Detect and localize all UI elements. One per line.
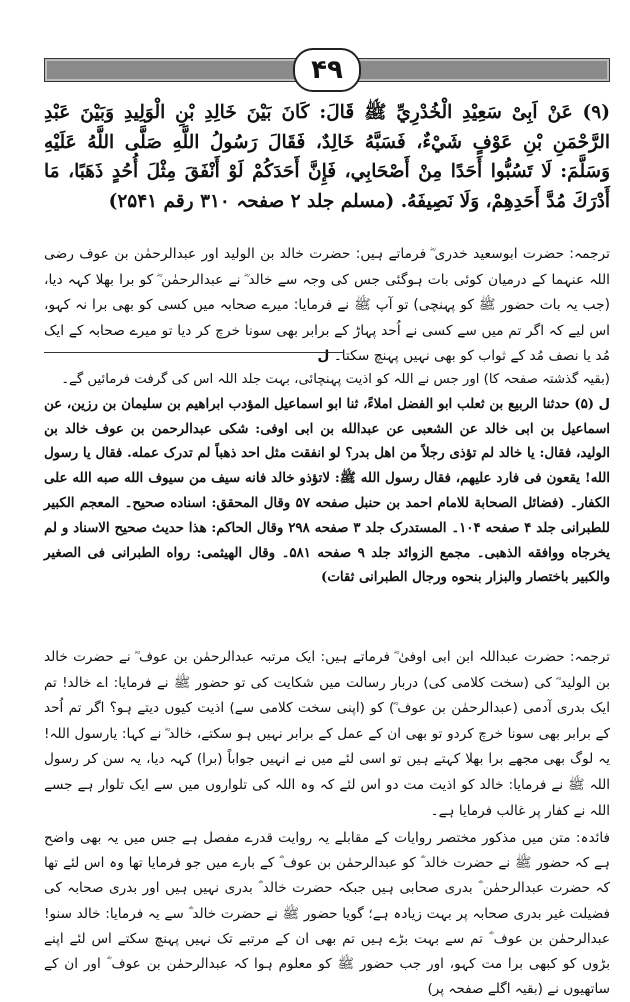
page-header bbox=[44, 52, 610, 86]
footnote-continuation: (بقیہ گذشتہ صفحہ کا) اور جس نے اللہ کو اذیت پہنچائی، بہت جلد اللہ اس کی گرفت فرمائیں گے۔ bbox=[61, 372, 610, 387]
hadith-translation-block bbox=[44, 242, 610, 370]
benefit-note: فائدہ: متن میں مذکور مختصر روایات کے مقابلے یہ روایت قدرے مفصل ہے جس میں یہ بھی واضح ہے کہ حضور ﷺ نے حضرت خالد ؓ کو عبدالرحمٰن بن عوف ؓ کے بارے میں جو فرمایا تھا وہ اس لئے تھا کہ حضرت عبدالرحمٰن ؓ بدری صحابی ہیں جبکہ حضرت خالد ؓ بدری نہیں ہیں اور بدری صحابہ کی فضیلت غیر بدری صحابہ پر بہت زیادہ ہے؛ گویا حضور ﷺ نے حضرت خالد ؓ سے یہ فرمایا: خالد سنو! عبدالرحمٰن بن عوف ؓ تم سے بہت بڑے ہیں تم بھی ان کے مرتبے تک نہیں پہنچ سکتے اس لئے اپنے بڑوں کو کبھی برا مت کہو، اور جب حضور ﷺ کو معلوم ہوا کہ عبدالرحمٰن بن عوف ؓ اور ان کے ساتھیوں نے (بقیہ اگلے صفحہ پر) bbox=[44, 830, 610, 998]
footnote-marker: ل bbox=[317, 348, 330, 364]
hadith-arabic-text: (۹) عَنْ اَبِیْ سَعِیْدِ الْخُدْرِيِّ ﷺ قَالَ: كَانَ بَيْنَ خَالِدِ بْنِ الْوَلِيدِ وَبَيْنَ عَبْدِ الرَّحْمَنِ بْنِ عَوْفٍ شَيْءٌ، فَسَبَّهُ خَالِدٌ، فَقَالَ رَسُولُ اللَّهِ صَلَّى اللَّهُ عَلَيْهِ وَسَلَّمَ: لَا تَسُبُّوا أَحَدًا مِنْ أَصْحَابِي، فَإِنَّ أَحَدَكُمْ لَوْ أَنْفَقَ مِثْلَ أُحُدٍ ذَهَبًا، مَا أَدْرَكَ مُدَّ أَحَدِهِمْ، وَلَا نَصِيفَهُ. (مسلم جلد ۲ صفحہ ۳۱۰ رقم ۲۵۴۱) bbox=[44, 102, 610, 212]
footnote-arabic-text: (۵) حدثنا الربيع بن ثعلب ابو الفضل املاءً، ثنا ابو اسماعیل المؤدب ابراهیم بن سلیمان بن رزین، عن اسماعیل بن ابی خالد عن الشعبی عن عبدالله بن ابی اوفی: شکی عبدالرحمن بن عوف خالد بن الولید، فقال: یا خالد لم تؤذی رجلاً من اهل بدر؟ لو انفقت مثل احد ذهباً لم تدرک عمله. فقال یا رسول الله! یقعون فی فارد علیهم، فقال رسول الله ﷺ: لاتؤذو خالد فانه سیف من سیوف الله صبه الله علی الکفار۔ (فضائل الصحابة للامام احمد بن حنبل صفحه ۵۷ وقال المحقق: اسناده صحیح۔ المعجم الکبیر للطبرانی جلد ۴ صفحه ۱۰۴۔ المستدرک جلد ۳ صفحه ۲۹۸ وقال الحاکم: هذا حدیث صحیح الاسناد و لم یخرجاه ووافقه الذهبی۔ مجمع الزوائد جلد ۹ صفحه ۵۸۱۔ وقال الهیثمی: رواه الطبرانی فی الصغیر والکبیر باختصار والبزار بنحوه ورجال الطبرانی ثقات) bbox=[44, 396, 610, 586]
footnote-marker-ref: ل bbox=[598, 396, 610, 412]
page-number: ۴۹ bbox=[293, 48, 361, 92]
hadith-translation: ترجمہ: حضرت ابوسعید خدری ؓ فرماتے ہیں: حضرت خالد بن الولید اور عبدالرحمٰن بن عوف رضی اللہ عنہما کے درمیان کوئی بات ہوگئی جس کی وجہ سے خالد ؓ نے عبدالرحمٰن ؓ کو برا بھلا کہہ دیا، (جب یہ بات حضور ﷺ کو پہنچی) تو آپ ﷺ نے فرمایا: میرے صحابہ میں کسی کو بھی برا نہ کہو، اس لیے کہ اگر تم میں سے کسی نے اُحد پہاڑ کے برابر بھی سونا خرچ کر دیا تو میرے صحابہ کے ایک مُد یا نصف مُد کے ثواب کو بھی نہیں پہنچ سکتا۔ bbox=[44, 246, 610, 364]
footnote-block bbox=[44, 368, 610, 591]
footnote-translation: ترجمہ: حضرت عبداللہ ابن ابی اوفیٰ ؓ فرماتے ہیں: ایک مرتبہ عبدالرحمٰن بن عوف ؓ نے حضرت خالد بن الولید ؓ کی (سخت کلامی کی) دربار رسالت میں شکایت کی تو حضور ﷺ نے فرمایا: اے خالد! تم ایک بدری آدمی (عبدالرحمٰن بن عوف ؓ) کو (اپنی سخت کلامی سے) اذیت کیوں دیتے ہو؟ اگر تم اُحد کے برابر بھی سونا خرچ کردو تو بھی ان کے عمل کے برابر نہیں ہو سکتے، خالد ؓ نے کہا: یارسول اللہ! یہ لوگ بھی مجھے برا بھلا کہتے ہیں تو اسی لئے میں نے انہیں جواباً (برا) کہہ دیا، یہ سن کر رسول اللہ ﷺ نے فرمایا: خالد کو اذیت مت دو اس لئے کہ وہ اللہ کی تلواروں میں سے ایک تلوار ہے جسے اللہ نے کفار پر غالب فرمایا ہے۔ bbox=[44, 649, 610, 819]
footnote-separator bbox=[44, 352, 344, 353]
